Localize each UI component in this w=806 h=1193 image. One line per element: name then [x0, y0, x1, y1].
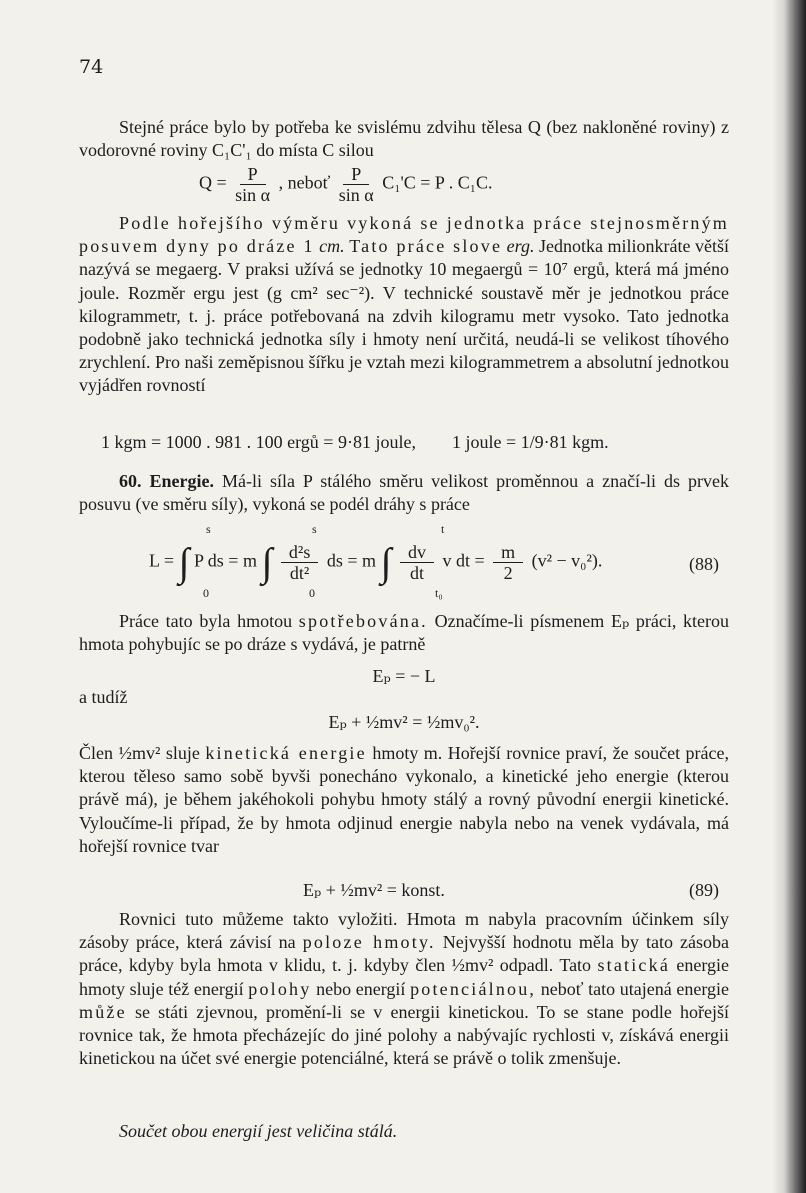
p6-j: může: [79, 1001, 127, 1022]
paragraph-work-spent: [79, 610, 729, 656]
p6-k: se státi zjevnou, promění-li se v energii kinetickou. To se stane podle hořejší rovnice tak, že hmota přecházejíc do jiné polohy a nabývajíc rychlosti v, získává energii kinetickou na účet své energie potenciálné, která se právě o tolik zmenšuje.: [79, 1001, 730, 1069]
p2-unit: cm.: [319, 236, 345, 257]
eq1-fraction-2: [339, 164, 374, 205]
p6-e: energie hmoty sluje též energií: [79, 955, 730, 999]
integral-sign-3: ∫: [380, 539, 392, 585]
p7-text: Součet obou energií jest veličina stálá.: [119, 1121, 398, 1141]
p5-lead: Člen ½mv² sluje: [79, 743, 200, 763]
equation-energy-sum: Eₚ + ½mv² = ½mv₀².: [328, 712, 480, 732]
equation-number-89: (89): [689, 880, 719, 900]
limit-upper-3: t: [441, 522, 445, 536]
p3-lead: Práce tato byla hmotou: [119, 611, 293, 631]
p6-h: potenciálnou,: [410, 978, 537, 999]
eq3-lhs: L =: [149, 550, 174, 571]
equation-ep: Eₚ = − L: [372, 666, 436, 686]
paragraph-intro: Stejné práce bylo by potřeba ke svislému zdvihu tělesa Q (bez nakloněné roviny) z vodorovné roviny C₁C'₁ do místa C silou: [79, 117, 729, 161]
paragraph-conclusion: [79, 1120, 729, 1143]
p6-f: polohy: [248, 978, 312, 999]
limit-lower-1: 0: [203, 586, 209, 600]
paragraph-potential: [79, 908, 729, 1070]
eq1-lhs: Q =: [199, 172, 227, 193]
eq3-tail: (v² − v₀²).: [531, 550, 603, 571]
p2-spaced: Podle hořejšího výměru vykoná se jednotka práce stejnosměrným posuvem dyny po dráze 1: [79, 213, 729, 257]
section-60: [79, 470, 729, 516]
eq1-frac1-num: P: [240, 164, 266, 185]
eq3-frac1-den: dt²: [289, 563, 310, 583]
paragraph-thus: a tudíž: [79, 687, 128, 707]
eq3-frac1-num: d²s: [281, 542, 318, 563]
eq3-frac2-num: dv: [400, 542, 434, 563]
limit-lower-3: t₀: [435, 586, 443, 600]
eq1-frac2-den: sin α: [338, 185, 374, 205]
p6-i: neboť tato utajená energie: [540, 978, 730, 999]
p2-spaced2: Tato práce slove: [349, 236, 503, 257]
eq1-fraction-1: [235, 164, 270, 205]
limit-upper-2: s: [312, 522, 317, 536]
paragraph-work-unit: [79, 212, 729, 398]
eq3-frac-1: [281, 542, 318, 583]
p2-erg: erg.: [506, 236, 535, 257]
eq2-text: 1 kgm = 1000 . 981 . 100 ergů = 9·81 joule, 1 joule = 1/9·81 kgm.: [101, 432, 609, 452]
eq3-frac-3: [493, 542, 523, 583]
eq3-frac-2: [400, 542, 434, 583]
p2-rest: Jednotka milionkráte větší nazývá se megaerg. V praksi užívá se jednotky 10 megaergů = 10⁷ ergů, která má jméno joule. Rozměr ergu jest (g cm² sec⁻²). V technické soustavě měr je jednotkou práce kilogrammetr, t. j. práce potřebovaná na zdvih kilogramu metr vysoko. Tato jednotka podobně jako technická jednotka síly i hmoty není určitá, neudá-li se velikost tíhového zrychlení. Pro naši zeměpisnou šířku je vztah mezi kilogrammetrem a absolutní jednotkou vyjádřen rovností: [79, 236, 730, 396]
section-text: Má-li síla P stálého směru velikost proměnnou a značí-li ds prvek posuvu (ve směru síly), vykoná se podél dráhy s práce: [79, 471, 730, 515]
eq1-rhs: C₁'C = P . C₁C.: [382, 172, 493, 193]
page-number: 74: [79, 56, 104, 78]
limit-lower-2: 0: [309, 586, 315, 600]
eq1-mid: , neboť: [278, 172, 331, 193]
p5-rest: hmoty m. Hořejší rovnice praví, že součet práce, kterou těleso samo sobě byvši ponecháno vykonalo, a kinetické jeho energie (kterou právě má), je během jakéhokoli pohybu hmoty stálý a rovný původní energii kinetické. Vyloučíme-li případ, že by hmota odjinud energie nabyla nebo na venek vydávala, má hořejší rovnice tvar: [79, 743, 730, 856]
integral-sign-1: ∫: [178, 539, 190, 585]
equation-force-q: [79, 164, 806, 205]
eq1-frac2-num: P: [343, 164, 369, 185]
eq3-frac2-den: dt: [409, 563, 424, 583]
p5-spaced: kinetická energie: [205, 743, 367, 763]
eq3-int3: v dt =: [442, 550, 485, 571]
eq3-frac3-num: m: [493, 542, 523, 563]
section-number: 60.: [119, 471, 142, 491]
p3-spaced: spotřebována.: [298, 611, 428, 631]
p6-a: Rovnici tuto můžeme takto vyložiti. Hmota m nabyla pracovním účinkem síly zásoby práce, která závisí na: [79, 909, 729, 953]
p6-g: nebo energií: [316, 978, 406, 999]
integral-sign-2: ∫: [261, 539, 273, 585]
p3-rest: Označíme-li písmenem Eₚ práci, kterou hmota pohybujíc se po dráze s vydává, je patrně: [79, 611, 730, 655]
paragraph-kinetic: [79, 742, 729, 858]
section-title: Energie.: [149, 471, 214, 491]
p6-d: statická: [597, 955, 671, 976]
p6-c: Nejvyšší hodnotu měla by tato zásoba práce, kdyby byla hmota v klidu, t. j. kdyby člen ½mv² odpadl. Tato: [79, 932, 729, 976]
eq6-text: Eₚ + ½mv² = konst.: [303, 880, 445, 900]
limit-upper-1: s: [206, 522, 211, 536]
eq3-frac3-den: 2: [503, 563, 513, 583]
equation-number-88: (88): [689, 554, 719, 574]
equation-kgm-joule: [79, 432, 751, 453]
p6-b: poloze hmoty.: [302, 932, 436, 953]
eq3-int2: ds = m: [326, 550, 376, 571]
equation-88: [79, 520, 729, 600]
eq1-frac1-den: sin α: [235, 185, 271, 205]
eq3-int1: P ds = m: [193, 550, 257, 571]
